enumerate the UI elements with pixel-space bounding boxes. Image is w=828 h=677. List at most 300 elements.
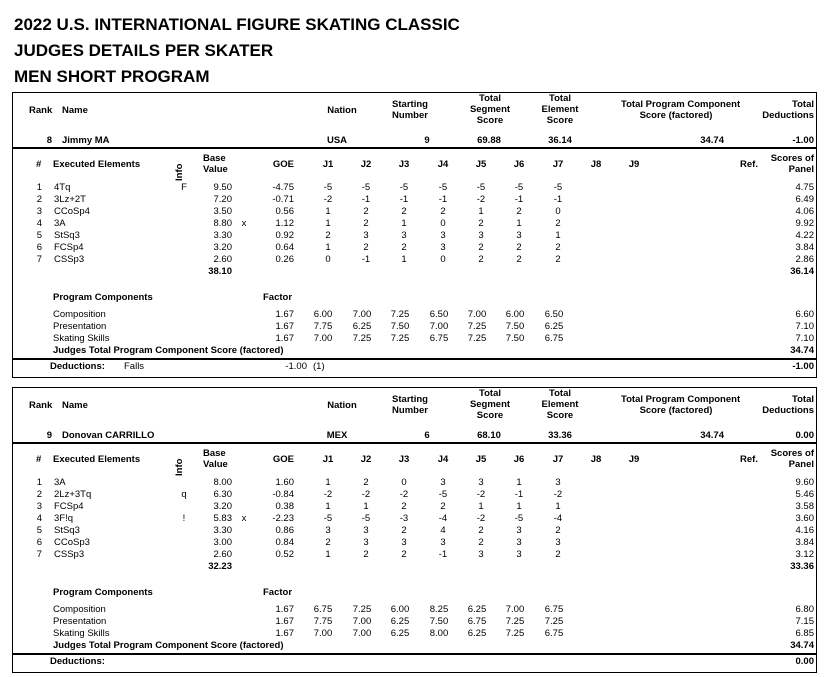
- element-judge-score: 0: [555, 206, 561, 217]
- element-judge-score: -5: [323, 513, 333, 524]
- skater-tss: 68.10: [477, 430, 501, 441]
- element-judge-score: 3: [516, 549, 522, 560]
- header-name: Name: [62, 105, 88, 116]
- header-element: Element: [541, 104, 579, 115]
- component-judge-score: 8.00: [429, 628, 449, 639]
- element-judge-score: -5: [361, 182, 371, 193]
- deductions-topline: [12, 358, 817, 360]
- element-info: q: [181, 489, 187, 500]
- header-deductions: Deductions: [762, 405, 814, 416]
- element-judge-score: 2: [401, 501, 407, 512]
- element-judge-score: -1: [361, 254, 371, 265]
- event-title: 2022 U.S. INTERNATIONAL FIGURE SKATING CLASSIC: [14, 15, 460, 34]
- component-name: Presentation: [53, 616, 107, 627]
- element-judge-score: 2: [478, 525, 484, 536]
- header-tpc-2: Score (factored): [639, 110, 713, 121]
- element-judge-score: -1: [514, 194, 524, 205]
- component-judge-score: 6.75: [544, 628, 564, 639]
- skater-deductions: -1.00: [792, 135, 814, 146]
- element-judge-score: 3: [516, 537, 522, 548]
- element-base-value: 8.00: [213, 477, 232, 488]
- element-judge-score: 1: [478, 206, 484, 217]
- element-panel-score: 3.84: [795, 537, 814, 548]
- component-panel-score: 7.10: [795, 321, 814, 332]
- element-base-value: 2.60: [213, 549, 232, 560]
- header-total-2: Total: [549, 93, 571, 104]
- header-tpc-2: Score (factored): [639, 405, 713, 416]
- element-judge-score: 1: [401, 254, 407, 265]
- element-judge-score: 1: [516, 501, 522, 512]
- component-name: Skating Skills: [53, 628, 110, 639]
- header-j6: J6: [513, 159, 525, 170]
- component-judge-score: 6.25: [467, 628, 487, 639]
- segment-title: MEN SHORT PROGRAM: [14, 67, 210, 86]
- component-judge-score: 7.25: [390, 309, 410, 320]
- component-panel-score: 7.15: [795, 616, 814, 627]
- header-j9: J9: [628, 454, 640, 465]
- element-goe: 1.60: [275, 477, 294, 488]
- header-starting: Starting: [392, 99, 428, 110]
- element-judge-score: 2: [401, 206, 407, 217]
- component-judge-score: 6.25: [390, 616, 410, 627]
- header-score-1: Score: [476, 410, 504, 421]
- header-info: Info: [174, 458, 185, 476]
- component-judge-score: 6.00: [390, 604, 410, 615]
- header-name: Name: [62, 400, 88, 411]
- element-judge-score: -5: [438, 489, 448, 500]
- element-info: F: [181, 182, 187, 193]
- element-judge-score: -1: [399, 194, 409, 205]
- element-number: 3: [36, 501, 42, 512]
- component-panel-score: 6.80: [795, 604, 814, 615]
- component-factor: 1.67: [275, 604, 294, 615]
- header-j7: J7: [552, 454, 564, 465]
- element-judge-score: 2: [478, 242, 484, 253]
- element-judge-score: 2: [516, 242, 522, 253]
- element-judge-score: 1: [363, 501, 369, 512]
- element-base-value: 3.00: [213, 537, 232, 548]
- judges-total-label: Judges Total Program Component Score (factored): [53, 640, 284, 651]
- element-judge-score: -5: [438, 182, 448, 193]
- element-base-value: 5.83: [213, 513, 232, 524]
- element-info: !: [182, 513, 186, 524]
- element-goe: -4.75: [272, 182, 294, 193]
- element-judge-score: -5: [514, 182, 524, 193]
- element-code: CCoSp4: [54, 206, 90, 217]
- element-panel-score: 9.92: [795, 218, 814, 229]
- component-judge-score: 7.75: [313, 321, 333, 332]
- element-panel-score: 3.58: [795, 501, 814, 512]
- element-code: FCSp4: [54, 501, 84, 512]
- header-scores-of: Scores of: [770, 153, 814, 164]
- element-judge-score: 3: [363, 230, 369, 241]
- element-panel-score: 2.86: [795, 254, 814, 265]
- header-score-1: Score: [476, 115, 504, 126]
- summary-underline: [12, 442, 817, 444]
- skater-deductions: 0.00: [795, 430, 814, 441]
- element-judge-score: 1: [516, 218, 522, 229]
- element-goe: 0.86: [275, 525, 294, 536]
- element-base-value: 3.20: [213, 501, 232, 512]
- element-judge-score: -5: [399, 182, 409, 193]
- deduction-type: Falls: [124, 361, 145, 372]
- component-judge-score: 6.00: [313, 309, 333, 320]
- header-j3: J3: [398, 159, 410, 170]
- summary-underline: [12, 147, 817, 149]
- component-judge-score: 7.00: [352, 309, 372, 320]
- header-program-components: Program Components: [53, 292, 153, 303]
- element-number: 7: [36, 254, 42, 265]
- element-judge-score: -2: [399, 489, 409, 500]
- header-rank: Rank: [29, 400, 53, 411]
- element-number: 1: [36, 182, 42, 193]
- element-judge-score: 3: [363, 525, 369, 536]
- header-deductions: Deductions: [762, 110, 814, 121]
- header-rank: Rank: [29, 105, 53, 116]
- element-panel-score: 3.12: [795, 549, 814, 560]
- element-base-value: 6.30: [213, 489, 232, 500]
- element-bonus-mark: x: [241, 513, 247, 524]
- skater-rank: 9: [46, 430, 52, 441]
- element-judge-score: 2: [440, 206, 446, 217]
- element-judge-score: 3: [516, 525, 522, 536]
- element-panel-score: 4.22: [795, 230, 814, 241]
- element-judge-score: -5: [323, 182, 333, 193]
- element-judge-score: 3: [440, 230, 446, 241]
- component-judge-score: 6.25: [390, 628, 410, 639]
- header-info: Info: [174, 163, 185, 181]
- element-judge-score: 1: [325, 477, 331, 488]
- element-panel-score: 4.06: [795, 206, 814, 217]
- component-name: Composition: [53, 604, 106, 615]
- element-base-value: 3.30: [213, 525, 232, 536]
- header-j2: J2: [360, 159, 372, 170]
- header-number: Number: [392, 110, 428, 121]
- skater-start: 6: [424, 430, 430, 441]
- element-judge-score: -2: [553, 489, 563, 500]
- element-goe: -0.71: [272, 194, 294, 205]
- header-value: Value: [203, 459, 228, 470]
- element-number: 2: [36, 194, 42, 205]
- component-judge-score: 7.00: [313, 333, 333, 344]
- element-code: StSq3: [54, 230, 80, 241]
- header-ref: Ref.: [740, 454, 758, 465]
- header-panel: Panel: [788, 164, 814, 175]
- element-judge-score: 2: [363, 477, 369, 488]
- component-judge-score: 6.25: [544, 321, 564, 332]
- element-judge-score: 2: [516, 206, 522, 217]
- element-number: 4: [36, 218, 42, 229]
- component-name: Skating Skills: [53, 333, 110, 344]
- element-base-value: 7.20: [213, 194, 232, 205]
- element-judge-score: 2: [325, 230, 331, 241]
- element-panel-score: 5.46: [795, 489, 814, 500]
- header-nation: Nation: [327, 105, 357, 116]
- component-judge-score: 7.50: [505, 321, 525, 332]
- element-score-total: 36.14: [790, 266, 814, 277]
- element-judge-score: 1: [325, 206, 331, 217]
- header-j7: J7: [552, 159, 564, 170]
- judges-total-value: 34.74: [790, 345, 814, 356]
- skater-tes: 33.36: [548, 430, 572, 441]
- deductions-total: 0.00: [795, 656, 814, 667]
- element-judge-score: 2: [555, 242, 561, 253]
- element-judge-score: 3: [478, 230, 484, 241]
- element-judge-score: 2: [555, 218, 561, 229]
- element-judge-score: -2: [476, 194, 486, 205]
- element-judge-score: -4: [553, 513, 563, 524]
- header-base: Base: [203, 448, 226, 459]
- element-judge-score: 1: [555, 230, 561, 241]
- component-judge-score: 7.25: [505, 628, 525, 639]
- header-num: #: [36, 454, 42, 465]
- element-judge-score: -2: [323, 194, 333, 205]
- element-code: CSSp3: [54, 549, 85, 560]
- element-number: 5: [36, 525, 42, 536]
- component-name: Presentation: [53, 321, 107, 332]
- component-judge-score: 7.00: [352, 628, 372, 639]
- element-goe: -0.84: [272, 489, 294, 500]
- judges-total-label: Judges Total Program Component Score (factored): [53, 345, 284, 356]
- header-segment: Segment: [469, 104, 511, 115]
- element-code: 3Lz+2T: [54, 194, 86, 205]
- header-value: Value: [203, 164, 228, 175]
- component-judge-score: 7.25: [505, 616, 525, 627]
- element-goe: -2.23: [272, 513, 294, 524]
- header-j2: J2: [360, 454, 372, 465]
- element-bonus-mark: x: [241, 218, 247, 229]
- component-judge-score: 6.50: [544, 309, 564, 320]
- component-judge-score: 6.75: [544, 604, 564, 615]
- component-judge-score: 6.75: [429, 333, 449, 344]
- element-base-value: 3.30: [213, 230, 232, 241]
- component-panel-score: 6.85: [795, 628, 814, 639]
- header-nation: Nation: [327, 400, 357, 411]
- header-total-1: Total: [479, 388, 501, 399]
- component-judge-score: 6.75: [544, 333, 564, 344]
- skater-pcs: 34.74: [700, 135, 724, 146]
- element-judge-score: 2: [401, 242, 407, 253]
- deductions-label: Deductions:: [50, 656, 105, 667]
- header-j1: J1: [322, 454, 334, 465]
- header-panel: Panel: [788, 459, 814, 470]
- element-judge-score: 2: [478, 254, 484, 265]
- element-base-value: 2.60: [213, 254, 232, 265]
- component-factor: 1.67: [275, 321, 294, 332]
- deductions-topline: [12, 653, 817, 655]
- element-panel-score: 6.49: [795, 194, 814, 205]
- element-judge-score: 1: [516, 477, 522, 488]
- header-j4: J4: [437, 454, 449, 465]
- element-code: CSSp3: [54, 254, 85, 265]
- element-judge-score: 3: [478, 477, 484, 488]
- element-code: StSq3: [54, 525, 80, 536]
- element-judge-score: 1: [325, 218, 331, 229]
- header-number: Number: [392, 405, 428, 416]
- element-judge-score: 3: [516, 230, 522, 241]
- header-goe: GOE: [272, 454, 294, 465]
- skater-name: Donovan CARRILLO: [62, 430, 155, 441]
- skater-nation: MEX: [326, 430, 348, 441]
- header-scores-of: Scores of: [770, 448, 814, 459]
- element-panel-score: 4.16: [795, 525, 814, 536]
- element-judge-score: 2: [401, 525, 407, 536]
- deduction-count: (1): [313, 361, 325, 372]
- element-code: 2Lz+3Tq: [54, 489, 92, 500]
- header-executed: Executed Elements: [53, 454, 141, 465]
- element-goe: 0.26: [275, 254, 294, 265]
- component-panel-score: 6.60: [795, 309, 814, 320]
- base-value-total: 32.23: [208, 561, 232, 572]
- element-judge-score: 3: [440, 242, 446, 253]
- element-judge-score: 3: [555, 537, 561, 548]
- element-number: 6: [36, 537, 42, 548]
- element-judge-score: -1: [361, 194, 371, 205]
- component-judge-score: 7.50: [505, 333, 525, 344]
- element-judge-score: 1: [555, 501, 561, 512]
- element-judge-score: 3: [555, 477, 561, 488]
- element-code: 3A: [54, 477, 66, 488]
- element-judge-score: 3: [363, 537, 369, 548]
- element-panel-score: 4.75: [795, 182, 814, 193]
- skater-tes: 36.14: [548, 135, 572, 146]
- component-judge-score: 6.25: [467, 604, 487, 615]
- judges-total-value: 34.74: [790, 640, 814, 651]
- element-judge-score: -5: [476, 182, 486, 193]
- element-judge-score: -1: [553, 194, 563, 205]
- element-judge-score: -5: [553, 182, 563, 193]
- element-base-value: 9.50: [213, 182, 232, 193]
- header-ref: Ref.: [740, 159, 758, 170]
- component-judge-score: 7.50: [429, 616, 449, 627]
- header-score-2: Score: [546, 410, 574, 421]
- element-judge-score: -1: [514, 489, 524, 500]
- element-judge-score: 3: [401, 230, 407, 241]
- element-number: 6: [36, 242, 42, 253]
- element-judge-score: 2: [555, 525, 561, 536]
- element-judge-score: 2: [363, 549, 369, 560]
- skater-start: 9: [424, 135, 430, 146]
- element-number: 3: [36, 206, 42, 217]
- component-judge-score: 7.25: [467, 321, 487, 332]
- element-goe: 0.56: [275, 206, 294, 217]
- element-number: 1: [36, 477, 42, 488]
- element-number: 7: [36, 549, 42, 560]
- header-score-2: Score: [546, 115, 574, 126]
- component-judge-score: 6.50: [429, 309, 449, 320]
- component-judge-score: 8.25: [429, 604, 449, 615]
- element-code: 3F!q: [54, 513, 74, 524]
- element-judge-score: 1: [325, 242, 331, 253]
- header-segment: Segment: [469, 399, 511, 410]
- header-program-components: Program Components: [53, 587, 153, 598]
- element-judge-score: 2: [363, 206, 369, 217]
- component-judge-score: 6.25: [352, 321, 372, 332]
- element-code: 4Tq: [54, 182, 71, 193]
- element-code: 3A: [54, 218, 66, 229]
- element-judge-score: 2: [325, 537, 331, 548]
- component-judge-score: 6.00: [505, 309, 525, 320]
- component-judge-score: 7.00: [505, 604, 525, 615]
- header-goe: GOE: [272, 159, 294, 170]
- base-value-total: 38.10: [208, 266, 232, 277]
- element-judge-score: 0: [401, 477, 407, 488]
- header-total-1: Total: [479, 93, 501, 104]
- component-judge-score: 7.25: [352, 604, 372, 615]
- element-goe: 0.52: [275, 549, 294, 560]
- element-judge-score: -3: [399, 513, 409, 524]
- element-base-value: 8.80: [213, 218, 232, 229]
- element-judge-score: 0: [325, 254, 331, 265]
- element-judge-score: 3: [401, 537, 407, 548]
- deduction-value: -1.00: [285, 361, 307, 372]
- header-j5: J5: [475, 159, 487, 170]
- skater-tss: 69.88: [477, 135, 501, 146]
- component-judge-score: 7.00: [352, 616, 372, 627]
- header-total-3: Total: [792, 394, 814, 405]
- element-goe: 0.92: [275, 230, 294, 241]
- element-judge-score: -4: [438, 513, 448, 524]
- element-goe: 0.84: [275, 537, 294, 548]
- header-factor: Factor: [263, 292, 293, 303]
- element-judge-score: 1: [325, 501, 331, 512]
- component-factor: 1.67: [275, 616, 294, 627]
- component-factor: 1.67: [275, 333, 294, 344]
- element-number: 5: [36, 230, 42, 241]
- component-judge-score: 7.25: [467, 333, 487, 344]
- element-goe: 0.38: [275, 501, 294, 512]
- component-factor: 1.67: [275, 628, 294, 639]
- element-judge-score: 2: [555, 549, 561, 560]
- element-judge-score: -2: [476, 489, 486, 500]
- header-j8: J8: [590, 159, 602, 170]
- header-starting: Starting: [392, 394, 428, 405]
- header-j4: J4: [437, 159, 449, 170]
- element-judge-score: -1: [438, 549, 448, 560]
- header-element: Element: [541, 399, 579, 410]
- component-judge-score: 7.25: [390, 333, 410, 344]
- header-j9: J9: [628, 159, 640, 170]
- element-panel-score: 9.60: [795, 477, 814, 488]
- element-judge-score: 2: [478, 218, 484, 229]
- element-judge-score: -2: [323, 489, 333, 500]
- header-j6: J6: [513, 454, 525, 465]
- header-tpc-1: Total Program Component: [621, 394, 741, 405]
- element-judge-score: -5: [514, 513, 524, 524]
- element-judge-score: 4: [440, 525, 446, 536]
- element-goe: 1.12: [275, 218, 294, 229]
- header-factor: Factor: [263, 587, 293, 598]
- component-judge-score: 7.25: [544, 616, 564, 627]
- report-title: JUDGES DETAILS PER SKATER: [14, 41, 274, 60]
- element-judge-score: 0: [440, 218, 446, 229]
- header-total-3: Total: [792, 99, 814, 110]
- deductions-label: Deductions:: [50, 361, 105, 372]
- element-judge-score: -2: [476, 513, 486, 524]
- element-judge-score: -2: [361, 489, 371, 500]
- deductions-total: -1.00: [792, 361, 814, 372]
- component-judge-score: 6.75: [313, 604, 333, 615]
- element-judge-score: 2: [478, 537, 484, 548]
- header-total-2: Total: [549, 388, 571, 399]
- element-goe: 0.64: [275, 242, 294, 253]
- component-judge-score: 7.00: [467, 309, 487, 320]
- element-score-total: 33.36: [790, 561, 814, 572]
- element-judge-score: -1: [438, 194, 448, 205]
- component-judge-score: 7.00: [313, 628, 333, 639]
- component-judge-score: 7.00: [429, 321, 449, 332]
- element-judge-score: 1: [325, 549, 331, 560]
